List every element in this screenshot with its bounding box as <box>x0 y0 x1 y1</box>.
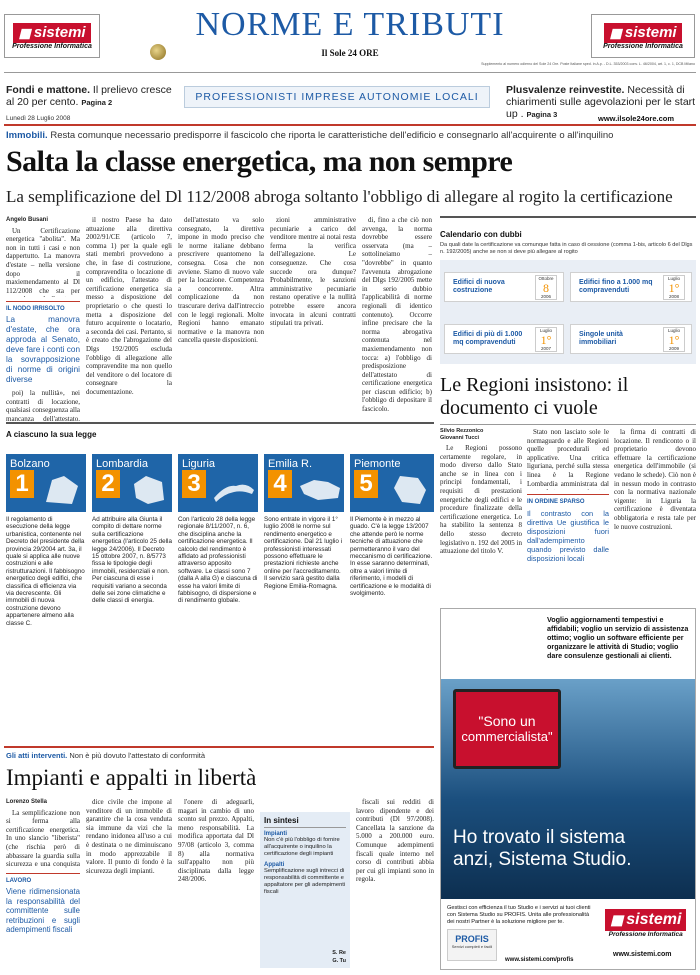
main-col-3 <box>178 216 264 422</box>
regioni-box-text: Il contrasto con la direttiva Ue giustifica le disposizioni fuori dall'adempimento quando previsto dalle disposizioni locali <box>527 508 609 563</box>
ad-big-line-1: Ho trovato il sistema <box>453 827 626 848</box>
red-rule-top <box>4 124 696 126</box>
sistemi-ad-left-name: sistemi <box>33 24 86 41</box>
sistemi-ad-left-sub: Professione Informatica <box>12 42 92 50</box>
calendar-icon: Luglio 1° 2009 <box>663 327 685 352</box>
bottom-kicker <box>6 751 434 761</box>
regioni-rule <box>440 424 696 425</box>
calendar-card-label: Edifici fino a 1.000 mq compravenduti <box>579 279 653 294</box>
region-name: Bolzano <box>10 458 50 470</box>
calendar-title: Calendario con dubbi <box>440 230 522 239</box>
bottom-lavoro-title: LAVORO <box>6 877 32 884</box>
calendar-top-rule <box>440 216 696 218</box>
region-name: Liguria <box>182 458 216 470</box>
calendar-icon: Luglio 1° 2007 <box>535 327 557 352</box>
main-nodo-title: IL NODO IRRISOLTO <box>6 305 65 312</box>
region-name: Emilia R. <box>268 458 313 470</box>
teaser-left-page: Pagina 2 <box>81 98 113 107</box>
masthead-small-logo: Il Sole 24 ORE <box>321 48 379 58</box>
ad-sistemi-logo <box>605 909 686 938</box>
issue-date: Lunedì 28 Luglio 2008 <box>6 115 71 122</box>
ad-footer-text: Gestisci con efficienza il tuo Studio e i servizi ai tuoi clienti con Sistema Studio su PROFIS. Unita alle professionalità dei nostri Partner è la soluzione migliore per te. <box>447 905 591 925</box>
sistemi-ad-left[interactable] <box>4 14 100 58</box>
region-map-icon <box>212 472 256 506</box>
main-kicker <box>6 130 696 142</box>
main-col-1 <box>6 216 80 422</box>
main-nodo-text: La manovra d'estate, che ora approda al Senato, deve fare i conti con la sovrapposizione di norme di origini diverse <box>6 315 80 385</box>
sintesi-box <box>260 812 350 968</box>
region-name: Piemonte <box>354 458 401 470</box>
bottom-lavoro-text: Viene ridimensionata la responsabilità del committente sulle retribuzioni e sugli adempimenti fiscali <box>6 887 80 935</box>
regioni-col-1 <box>440 428 522 604</box>
bottom-text-1: La semplificazione non si ferma alla certificazione energetica. In uno slancio "liberista" (che rischia però di abbassare la guardia sulla sicurezza e una conquista <box>6 808 80 869</box>
main-body-1: Un Certificazione energetica "abolita". Ma non in tutti i casi e non dappertutto. La manovra d'estate – nella versione dopo il maxiemendamento al Dl 112/2008 che sta per <box>6 226 80 295</box>
ad-intro-text: Voglio aggiornamenti tempestivi e affidabili; voglio un servizio di assistenza ottimo; voglio un software efficiente per organizzare le attività di Studio; voglio dare consulenze gestionali ai clienti. <box>547 615 689 660</box>
region-text-1: Il regolamento di esecuzione della legge urbanistica, contenente nel Decreto del presidente della provincia 29/2004 art. 3a, il quale si applica alle nuove costruzioni e alle ristrutturazioni. Il fabbisogno energetico degli edifici, che classifica di efficienza via via decrescente. Gli immobili di nuova costruzione devono appartenere almeno alla classe C. <box>6 516 85 627</box>
main-body-2: poi) la nullità», nei contratti di locazione, qualsiasi conseguenza alla mancanza dell'attestato. <box>6 389 80 422</box>
regioni-col-3 <box>614 428 696 604</box>
sintesi-title: In sintesi <box>264 816 346 828</box>
ad-sistemi-sub: Professione Informatica <box>608 931 683 938</box>
region-piemonte <box>350 454 434 512</box>
section-band-text: PROFESSIONISTI IMPRESE AUTONOMIE LOCALI <box>195 91 479 103</box>
sintesi-head-2: Appalti <box>264 862 285 868</box>
bottom-col-2 <box>86 798 172 968</box>
calendar-card-3 <box>444 324 564 354</box>
sistemi-studio-ad[interactable] <box>440 608 696 970</box>
bottom-kicker-text: Non è più dovuto l'attestato di conformità <box>69 751 206 760</box>
sistemi-logo-icon: ◼ <box>609 24 622 42</box>
regioni-byline-1: Silvio Rezzonico <box>440 428 484 434</box>
sistemi-ad-right[interactable] <box>591 14 695 58</box>
profis-label: PROFIS <box>455 934 489 944</box>
bottom-text-4: fiscali sui redditi di lavoro dipendente e dei contributi (Dl 97/2008). Cancellata la sanzione da 5.000 a 200.000 euro. Comunque adempimenti fiscali quale interno nel corso di contributi abbia per cui gli impianti sono in regola. <box>356 798 434 884</box>
regioni-col-2 <box>527 428 609 604</box>
ad-sistemi-name: sistemi <box>626 911 682 928</box>
red-rule-bottom <box>4 746 434 748</box>
calendar-panel <box>440 216 696 366</box>
region-liguria <box>178 454 258 512</box>
sistemi-logo-icon: ◼ <box>610 912 624 929</box>
calendar-icon: Ottobre 8 2006 <box>535 275 557 300</box>
bottom-lavoro-box <box>6 873 80 935</box>
regioni-byline-2: Giovanni Tucci <box>440 435 480 441</box>
main-body-3: il nostro Paese ha dato attuazione alla direttiva 2002/91/CE (articolo 7, comma 1) per la quale egli stati membri provvedono a che, in fase di costruzione, compravendita o locazione di un edificio, l'attestato di certificazione energetica sia messo a disposizione del proprietario o che questi lo metta a disposizione del futuro acquirente o locatario, a seconda dei casi. Pertanto, si è creato che l'abrogazione del Dlgs 192/2005 escluda l'obbligo di allegazione alle compravendite ma non quello del venditore o del locatore di consegnare la documentazione. <box>86 216 172 396</box>
main-col-5 <box>362 216 432 422</box>
main-byline: Angelo Busani <box>6 217 49 223</box>
ad-big-line-2: anzi, Sistema Studio. <box>453 849 632 870</box>
sintesi-sig-1: S. Re <box>332 950 346 956</box>
region-bolzano <box>6 454 86 512</box>
regioni-text-3: la firma di contratti di locazione. Il rendiconto o il proprietario devono effettuare la certificazione energetica dell'immobile (si vedano le schede). Ciò non è in nessun modo in contrasto con la normativa nazionale vigente: in Liguria la certificazione è diventata obbligatoria e resta tale per le nuove costruzioni. <box>614 428 696 531</box>
sistemi-logo-icon: ◼ <box>18 24 31 42</box>
masthead <box>0 0 700 80</box>
regioni-box <box>527 494 609 563</box>
region-map-icon <box>128 472 168 506</box>
regions-top-rule <box>6 422 434 424</box>
main-col-2 <box>86 216 172 422</box>
region-text-2: Ad attribuire alla Giunta il compito di dettare norme sulla certificazione energetica (l'articolo 25 della legge 24/2006). Il Decreto 15 ottobre 2007, n. 8/5773 fissa le tipologie degli immobili, residenziali e non. Per ciascuna di esse i requisiti variano a seconda delle sei zone climatiche e delle classi di energia. <box>92 516 172 605</box>
masthead-rule <box>4 72 696 73</box>
profis-logo <box>447 929 497 961</box>
sintesi-head-1: Impianti <box>264 831 288 837</box>
regioni-headline: Le Regioni insistono: il documento ci vuole <box>440 374 629 419</box>
teaser-right-text: Necessità di chiarimenti sulle agevolazioni per le start up . <box>506 84 696 120</box>
calendar-card-2 <box>570 272 692 302</box>
supplement-info: Supplemento al numero odierno del Sole 24 Ore. Poste Italiane sped. in A.p. - D.L. 353/2003 conv. L. 46/2004, art. 1, c. 1, DCB Milano <box>481 62 695 66</box>
profis-sub: Servizi completi e facili <box>451 944 493 949</box>
bottom-col-3 <box>178 798 254 968</box>
region-emilia-r <box>264 454 344 512</box>
region-number: 4 <box>268 470 292 498</box>
calendar-card-label: Edifici di più di 1.000 mq compravenduti <box>453 331 523 346</box>
bottom-byline: Lorenzo Stella <box>6 799 48 805</box>
sintesi-sig-2: G. Tu <box>332 958 346 964</box>
calendar-card-4 <box>570 324 692 354</box>
main-body-4: dell'attestato va solo consegnato, la direttiva impone in modo preciso che le norme italiane debbano prescrivere quantomeno la consegna. Cosa che non avviene. Siamo di nuovo vale per la locazione. Competenza a concorrente. Altra complicazione da non trascurare deriva dall'intreccio con le leggi regionali. Molte Regioni hanno emanato normative e la manovra non cancella queste disposizioni. <box>178 216 264 345</box>
region-map-icon <box>42 472 82 506</box>
bottom-col-1 <box>6 798 80 968</box>
bottom-text-2: dice civile che impone al venditore di un immobile di garantire che la cosa venduta sia immune da vizi che la rendano inidonea all'uso a cui è destinata o ne diminuiscano in modo apprezzabile il valore. Il punto di fondo è la sicurezza degli impianti. <box>86 798 172 875</box>
ad-monitor-icon <box>453 689 561 769</box>
main-body-6: di, fino a che ciò non avvenga, la norma dovrebbe essere osservata (ma – sottolineiamo – "dovrebbe" in quanto l'avvenuta abrogazione del Dlgs 192/2005 mette in serio dubbio l'applicabilità di norme regionali di identico contenuto). Occorre infine precisare che la norma abrogativa contenuta nel maxiemendamento non tocca: a) l'obbligo di predisposizione dell'attestato di certificazione energetica per ciascun edificio; b) l'obbligo di depositare il fascicolo. <box>362 216 432 414</box>
teaser-left-text: Il prelievo cresce al 20 per cento. <box>6 84 172 108</box>
ad-url[interactable]: www.sistemi.com <box>613 951 672 958</box>
calendar-card-label: Singole unità immobiliari <box>579 331 623 346</box>
section-band <box>184 86 490 108</box>
teaser-left-bold: Fondi e mattone. <box>6 84 90 96</box>
sistemi-ad-right-sub: Professione Informatica <box>603 42 683 50</box>
main-headline: Salta la classe energetica, ma non sempre <box>6 145 513 178</box>
sistemi-ad-right-name: sistemi <box>624 24 677 41</box>
bottom-headline: Impianti e appalti in libertà <box>6 765 257 790</box>
main-col-4 <box>270 216 356 422</box>
bottom-col-5 <box>356 798 434 968</box>
regioni-text-2: Stato non lasciato sole le normaguardo e alle Regioni quelle procedurali ed applicative. Una critica liguriana, perché sulla stessa linea è la Regione Lombardia amministrata dal <box>527 428 609 488</box>
region-number: 2 <box>96 470 120 498</box>
region-number: 1 <box>10 470 34 498</box>
region-number: 5 <box>354 470 378 498</box>
region-text-3: Con l'articolo 28 della legge regionale 8/11/2007, n. 6, che disciplina anche la certificazione energetica. Il calcolo del rendimento è affidato ad professionisti attraverso apposito software. Le classi sono 7 (dalla A alla G) e ciascuna di esse ha valori limite di fabbisogno, di dispersione e di rendimento globale. <box>178 516 258 605</box>
website-link[interactable]: www.ilsole24ore.com <box>598 114 674 123</box>
region-map-icon <box>298 472 342 506</box>
main-body-5: zioni amministrative pecuniarie a carico del venditore mentre ai notai resta ferma la verifica dell'allegazione. Le conseguenze. Che cosa succede ora dunque? Probabilmente, le sanzioni amministrative pecuniarie restano operative e la nullità potrebbe essere ancora invocata in alcuni contratti stipulati tra privati. <box>270 216 356 328</box>
teaser-left[interactable] <box>6 84 174 109</box>
calendar-card-1 <box>444 272 564 302</box>
region-text-5: Il Piemonte è in mezzo al guado. C'è la legge 13/2007 che attende però le norme tecniche di attuazione che permetteranno il varo del meccanismo di certificazione. In esse saranno determinati, oltre a valori limite di riferimento, i modelli di certificazione e le modalità di svolgimento. <box>350 516 433 598</box>
regioni-text-1: Le Regioni possono certamente regolare, in modo diverso dallo Stato anche se in linea con i principi fondamentali, i requisiti di prestazioni energetiche degli edifici e le procedure finalizzate della certificazione energetica. Lo ha stabilito la sentenza 8 dello stesso decreto legislativo n. 192 del 2005 in attuazione del titolo V. <box>440 444 522 556</box>
calendar-icon: Luglio 1° 2008 <box>663 275 685 300</box>
bottom-text-3: l'onere di adeguarli, magari in cambio di uno sconto sul prezzo. Appalti, meno responsabilità. La modifica apportata dal Dl 97/08 (articolo 3, comma 8) alla normativa sull'appalto non più disciplinata dalla legge 248/2006. <box>178 798 254 884</box>
teaser-right-page: Pagina 3 <box>526 110 558 119</box>
ad-screen-line-2: commercialista" <box>461 729 553 744</box>
bottom-kicker-bold: Gli atti interventi. <box>6 751 68 760</box>
ad-footer-url[interactable]: www.sistemi.com/profis <box>505 957 574 963</box>
main-kicker-text: Resta comunque necessario predisporre il fascicolo che riporta le caratteristiche dell'edificio e consegnarlo all'acquirente o all'inquilino <box>50 130 614 141</box>
region-lombardia <box>92 454 172 512</box>
region-map-icon <box>390 472 430 506</box>
ad-screen-line-1: "Sono un <box>478 713 536 729</box>
region-text-4: Sono entrate in vigore il 1° luglio 2008 le norme sul rendimento energetico e certificazione. Dal 21 luglio i professionisti interessati possono effettuare le prestazioni richieste anche online per l'accreditamento. Il servizio sarà gestito dalla Regione Emilia-Romagna. <box>264 516 343 590</box>
calendar-card-label: Edifici di nuova costruzione <box>453 279 505 294</box>
teaser-right-bold: Plusvalenze reinvestite. <box>506 84 625 96</box>
region-number: 3 <box>182 470 206 498</box>
masthead-title: NORME E TRIBUTI <box>195 6 505 43</box>
coin-ornament-icon <box>150 44 166 60</box>
calendar-intro: Da quali date la certificazione va comunque fatta in caso di cessione (comma 1-bis, articolo 6 del Dlgs n. 192/2005) anche se non si deve più allegare al rogito <box>440 242 693 255</box>
main-kicker-bold: Immobili. <box>6 130 48 141</box>
sintesi-text-2: Semplificazione sugli intrecci di responsabilità di committente e appaltatore per gli adempimenti fiscali <box>264 868 346 895</box>
regions-title: A ciascuno la sua legge <box>6 430 97 439</box>
sintesi-text-1: Non c'è più l'obbligo di fornire all'acquirente o inquilino la certificazione degli impianti <box>264 837 340 857</box>
main-nodo-box <box>6 301 80 386</box>
main-subhead: La semplificazione del Dl 112/2008 abroga soltanto l'obbligo di allegare al rogito la certificazione <box>6 187 673 206</box>
regioni-box-title: IN ORDINE SPARSO <box>527 499 585 505</box>
region-name: Lombardia <box>96 458 148 470</box>
